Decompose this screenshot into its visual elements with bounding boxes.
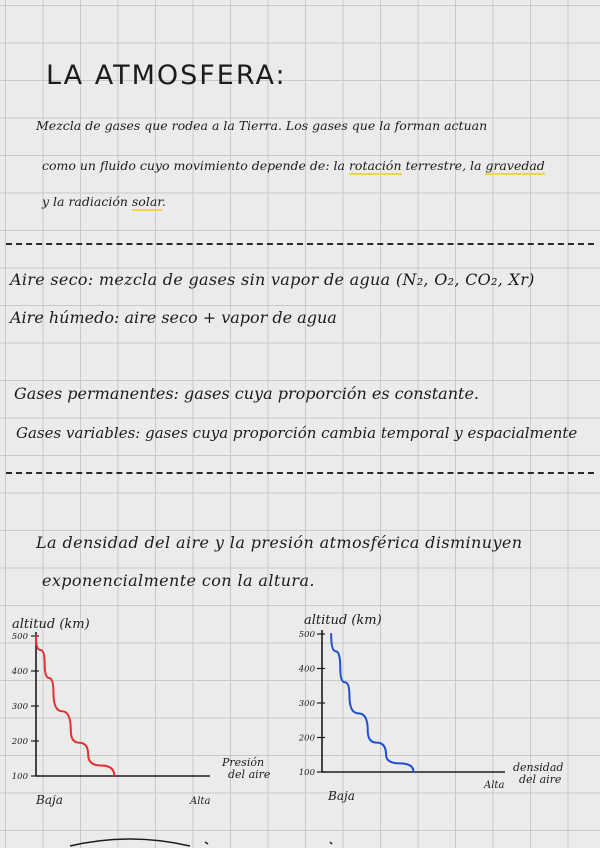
chart-presion: [11, 617, 271, 807]
x-tick-label-alta: Alta: [190, 796, 211, 807]
x-axis-label: Presión del aire: [222, 756, 271, 781]
y-tick-label: 500: [298, 630, 315, 640]
x-axis-label: densidad del aire: [513, 761, 564, 786]
highlight-rotacion: rotación: [348, 158, 402, 173]
y-tick-label: 100: [11, 772, 28, 782]
y-axis-label: altitud (km): [12, 617, 90, 632]
x-tick-label-baja: Baja: [328, 789, 355, 803]
def-aire-humedo: Aire húmedo: aire seco + vapor de agua: [10, 308, 337, 327]
bottom-mark-2: [330, 842, 332, 844]
x-tick-label-alta: Alta: [484, 780, 505, 791]
def-gases-variables: Gases variables: gases cuya proporción cambia temporal y espacialmente: [16, 424, 578, 442]
y-tick-label: 300: [298, 699, 315, 709]
bottom-mark-1: [205, 842, 208, 844]
y-axis-label: altitud (km): [304, 613, 382, 628]
bottom-sketch: [70, 839, 190, 846]
y-tick-label: 200: [298, 733, 315, 744]
def-gases-permanentes: Gases permanentes: gases cuya proporción es constante.: [14, 384, 479, 403]
series-curve: [331, 634, 413, 772]
intro-line-3-a: y la radiación: [42, 194, 132, 209]
intro-line-3-c: .: [161, 194, 166, 209]
x-tick-label-baja: Baja: [36, 793, 63, 807]
y-tick-label: 500: [11, 632, 28, 642]
chart-densidad: [298, 613, 564, 803]
y-tick-label: 100: [298, 768, 315, 778]
y-tick-label: 400: [11, 667, 28, 677]
y-tick-label: 300: [11, 702, 28, 712]
y-tick-label: 200: [11, 737, 28, 747]
intro-line-2-c: terrestre, la: [401, 158, 486, 173]
def-aire-seco: Aire seco: mezcla de gases sin vapor de agua (N₂, O₂, CO₂, Xr): [10, 270, 535, 289]
intro-line-1: Mezcla de gases que rodea a la Tierra. Los gases que la forman actuan: [36, 118, 488, 133]
series-curve: [36, 636, 114, 776]
page-title: LA ATMOSFERA:: [46, 60, 287, 91]
intro-line-2-a: como un fluido cuyo movimiento depende de: la: [42, 158, 349, 173]
statement-line-2: exponencialmente con la altura.: [42, 571, 315, 590]
highlight-gravedad: gravedad: [485, 158, 545, 173]
statement-line-1: La densidad del aire y la presión atmosférica disminuyen: [36, 533, 523, 552]
highlight-solar: solar: [131, 194, 162, 209]
y-tick-label: 400: [298, 664, 315, 675]
